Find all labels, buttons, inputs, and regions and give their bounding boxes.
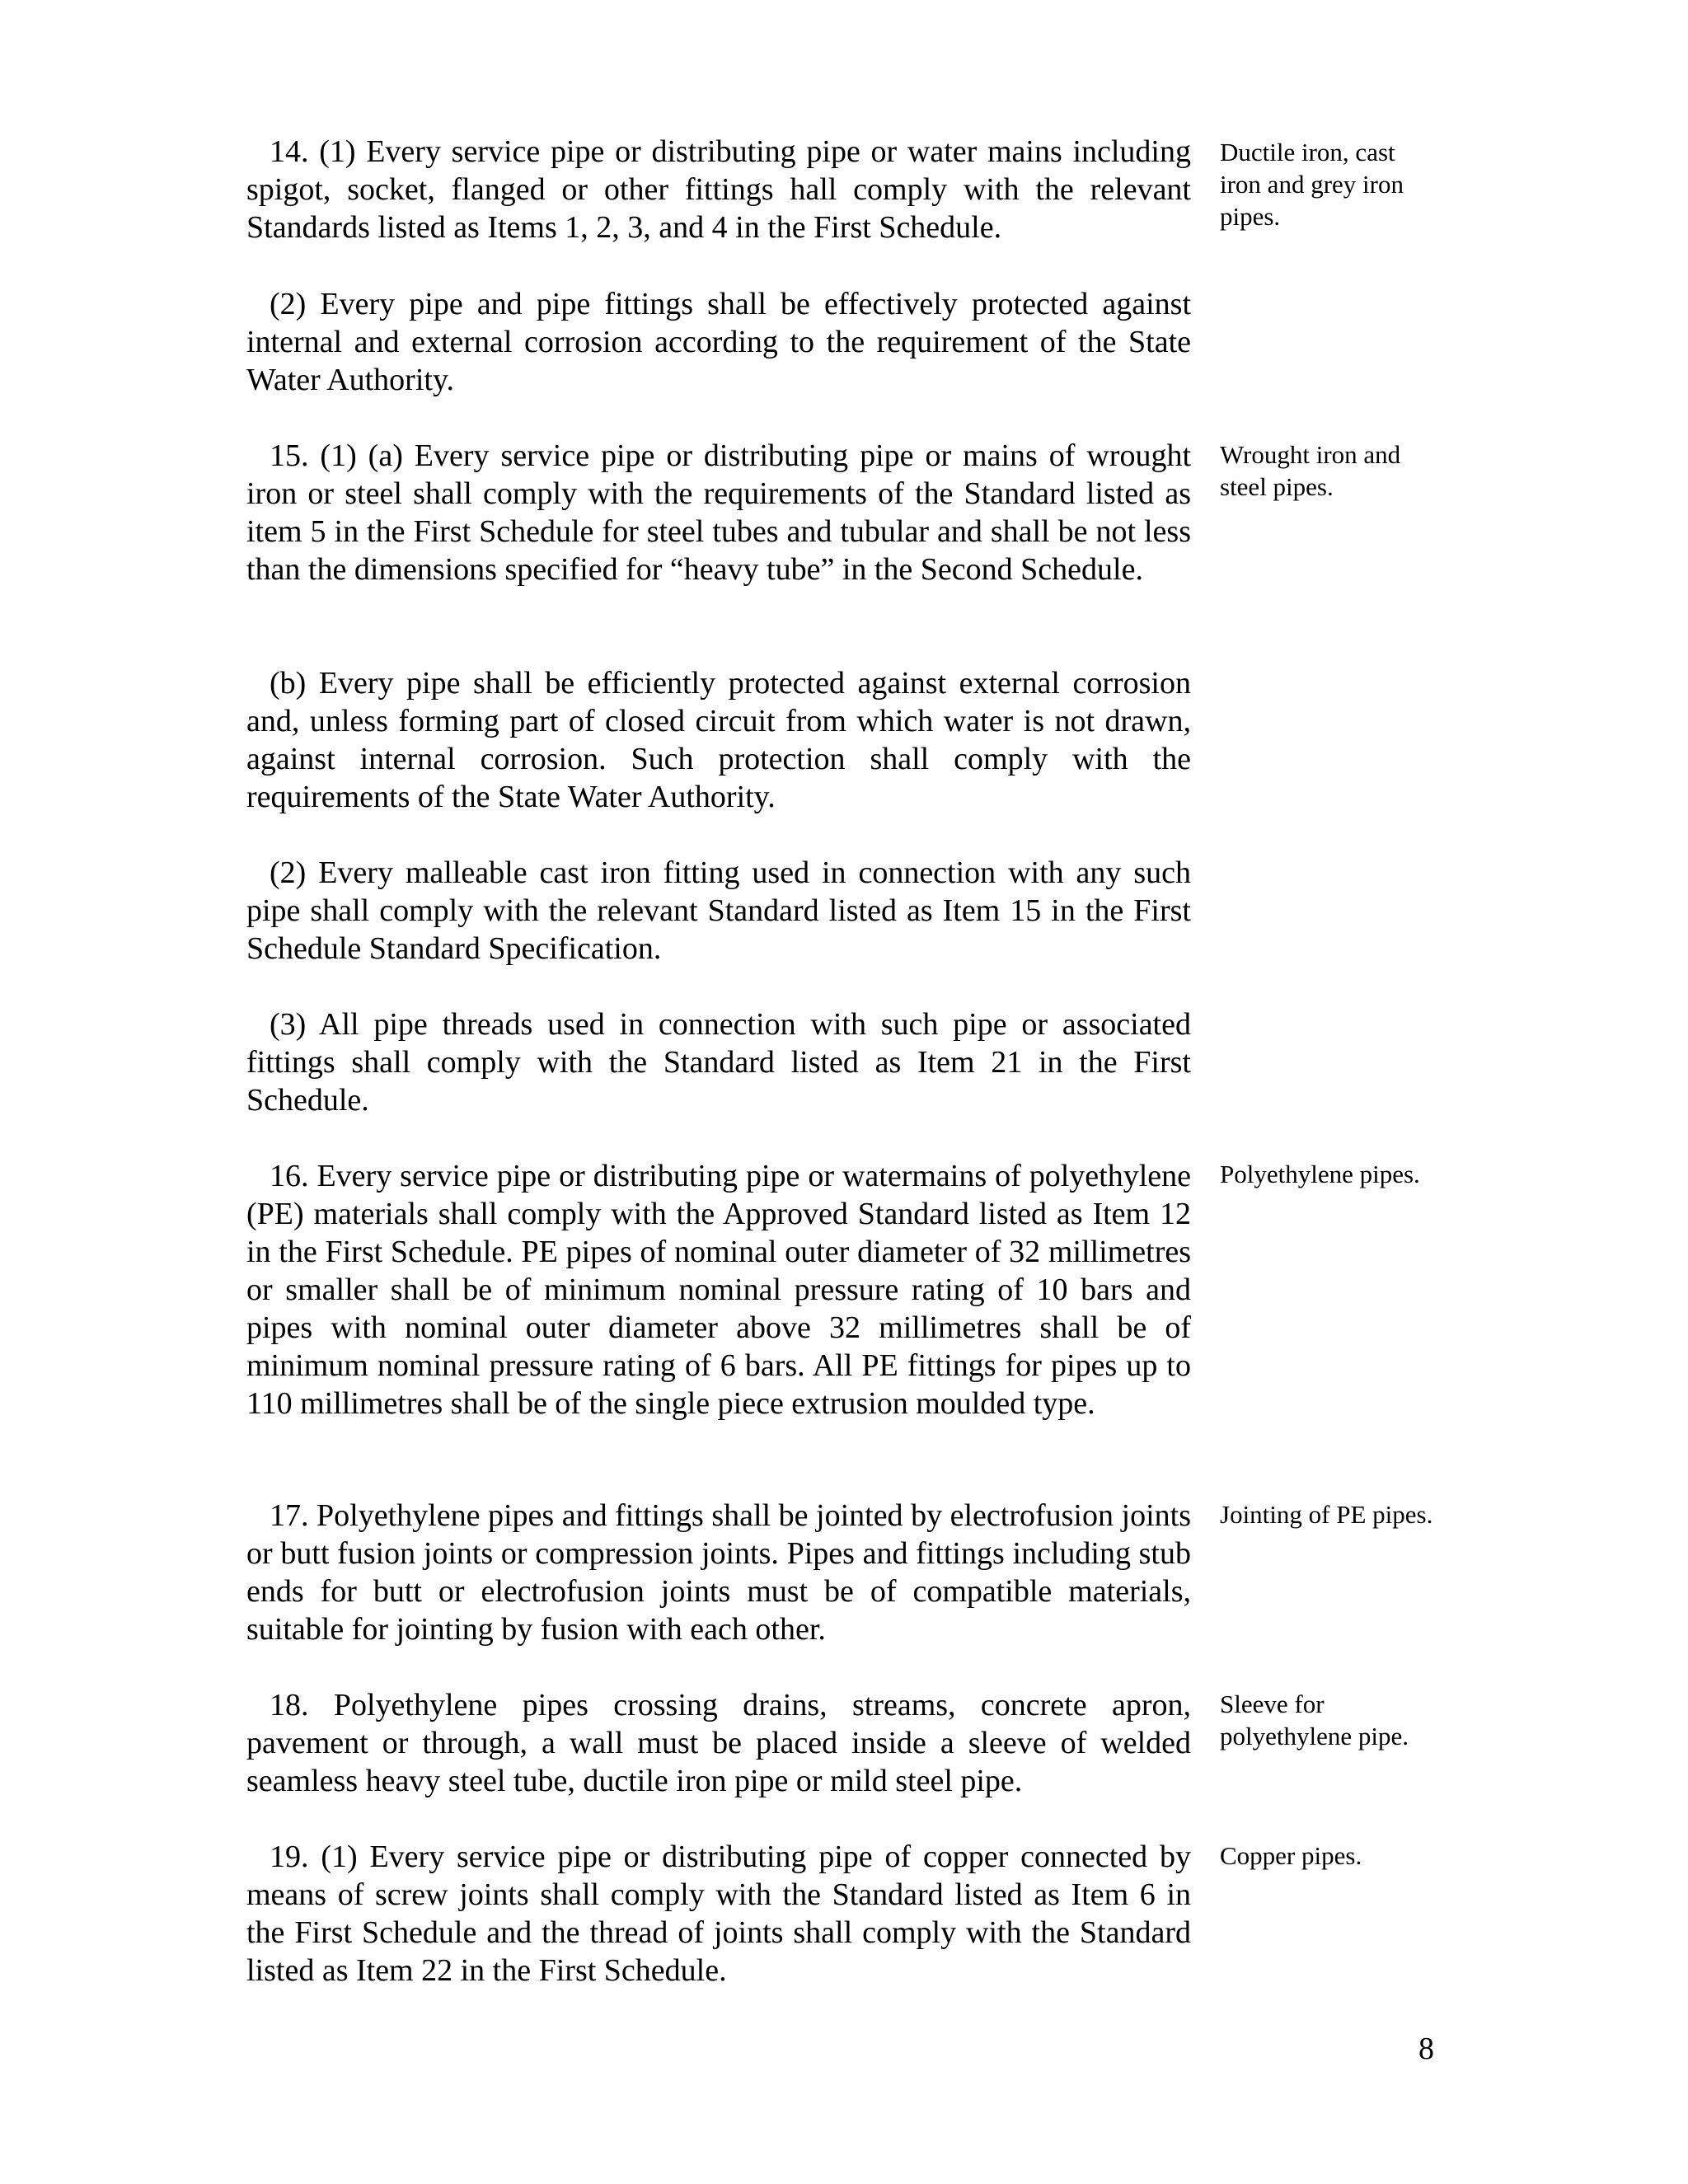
- margin-note-ductile-iron: Ductile iron, cast iron and grey iron pipes.: [1220, 138, 1404, 231]
- paragraph-15-3: (3) All pipe threads used in connection with such pipe or associated fittings shall comply with the Standard listed as Item 21 in the First Schedule.: [246, 1007, 1191, 1118]
- page-number: 8: [1418, 2032, 1434, 2066]
- paragraph-14-1: 14. (1) Every service pipe or distributing pipe or water mains including spigot, socket, flanged or other fittings hall comply with the relevant Standards listed as Items 1, 2, 3, and 4 in the First Schedule.: [246, 134, 1191, 245]
- paragraph-15-1-a: 15. (1) (a) Every service pipe or distributing pipe or mains of wrought iron or steel shall comply with the requirements of the Standard listed as item 5 in the First Schedule for steel tubes and tubular and shall be not less than the dimensions specified for “heavy tube” in the Second Schedule.: [246, 438, 1191, 587]
- paragraph-16: 16. Every service pipe or distributing pipe or watermains of polyethylene (PE) materials shall comply with the Approved Standard listed as Item 12 in the First Schedule. PE pipes of nominal outer diameter of 32 millimetres or smaller shall be of minimum nominal pressure rating of 10 bars and pipes with nominal outer diameter above 32 millimetres shall be of minimum nominal pressure rating of 6 bars. All PE fittings for pipes up to 110 millimetres shall be of the single piece extrusion moulded type.: [246, 1159, 1191, 1421]
- paragraph-14-2: (2) Every pipe and pipe fittings shall be effectively protected against internal and external corrosion according to the requirement of the State Water Authority.: [246, 287, 1191, 397]
- paragraph-15-2: (2) Every malleable cast iron fitting used in connection with any such pipe shall comply with the relevant Standard listed as Item 15 in the First Schedule Standard Specification.: [246, 855, 1191, 966]
- margin-note-polyethylene: Polyethylene pipes.: [1220, 1160, 1420, 1188]
- paragraph-18: 18. Polyethylene pipes crossing drains, streams, concrete apron, pavement or through, a wall must be placed inside a sleeve of welded seamless heavy steel tube, ductile iron pipe or mild steel pipe.: [246, 1688, 1191, 1798]
- paragraph-17: 17. Polyethylene pipes and fittings shall be jointed by electrofusion joints or butt fusion joints or compression joints. Pipes and fittings including stub ends for butt or electrofusion joints must be of compatible materials, suitable for jointing by fusion with each other.: [246, 1498, 1191, 1647]
- paragraph-19-1: 19. (1) Every service pipe or distributing pipe of copper connected by means of screw joints shall comply with the Standard listed as Item 6 in the First Schedule and the thread of joints shall comply with the Standard listed as Item 22 in the First Schedule.: [246, 1840, 1191, 1988]
- margin-note-copper: Copper pipes.: [1220, 1841, 1362, 1870]
- margin-note-sleeve: Sleeve for polyethylene pipe.: [1220, 1690, 1409, 1750]
- margin-note-jointing-pe: Jointing of PE pipes.: [1220, 1500, 1433, 1529]
- paragraph-15-1-b: (b) Every pipe shall be efficiently protected against external corrosion and, unless forming part of closed circuit from which water is not drawn, against internal corrosion. Such protection shall comply with the requirements of the State Water Authority.: [246, 666, 1191, 814]
- margin-note-wrought-iron: Wrought iron and steel pipes.: [1220, 440, 1401, 501]
